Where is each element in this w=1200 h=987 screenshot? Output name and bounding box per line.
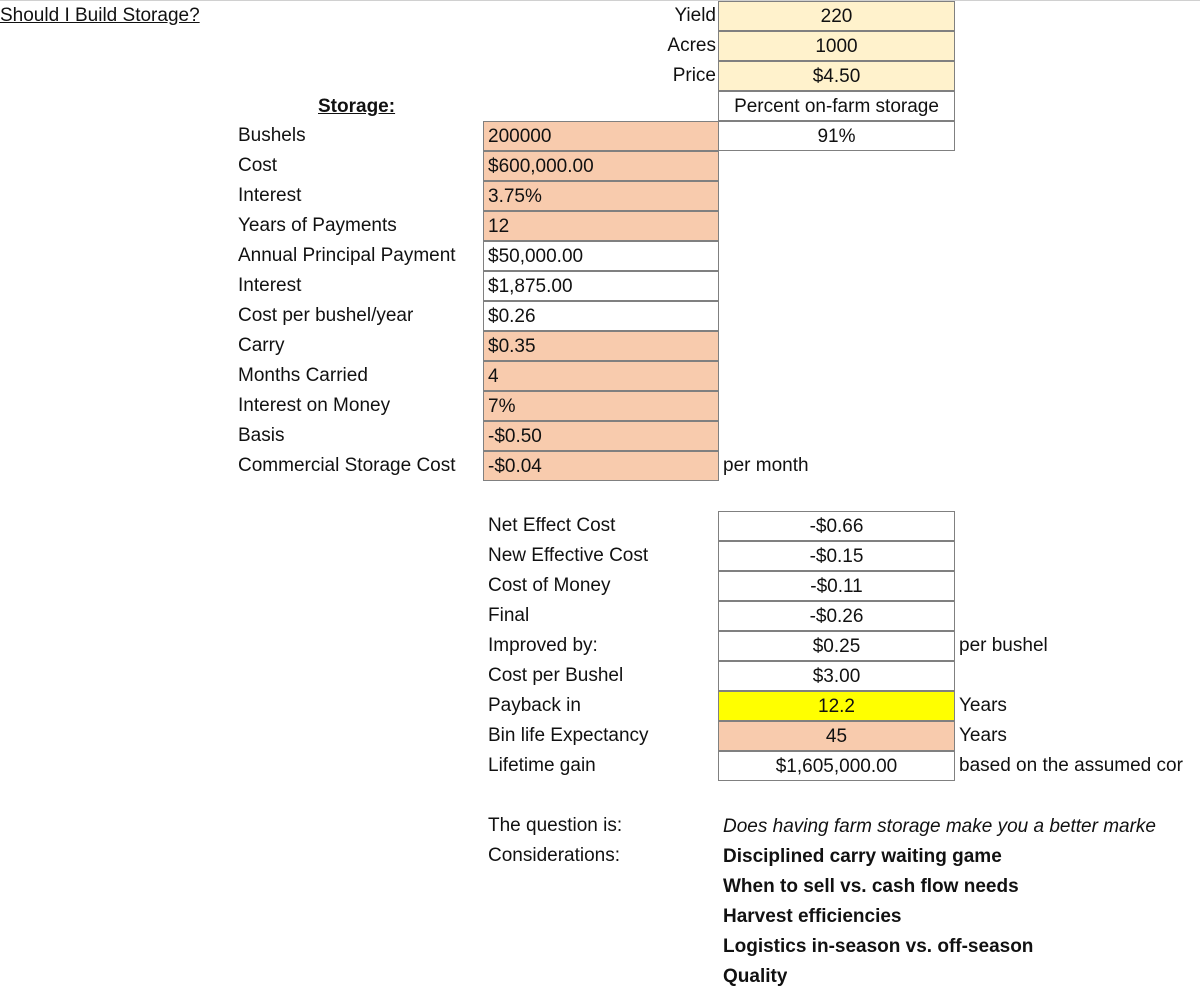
interest-amount-value: $1,875.00 xyxy=(483,271,719,301)
cost-of-money-label: Cost of Money xyxy=(488,575,611,596)
years-of-payments-value[interactable]: 12 xyxy=(483,211,719,241)
price-label: Price xyxy=(672,65,716,86)
net-effect-cost-value: -$0.66 xyxy=(718,511,955,541)
carry-value[interactable]: $0.35 xyxy=(483,331,719,361)
acres-value[interactable]: 1000 xyxy=(718,31,955,61)
considerations-label: Considerations: xyxy=(488,845,621,866)
payback-label: Payback in xyxy=(488,695,581,716)
bushels-value[interactable]: 200000 xyxy=(483,121,719,151)
bin-life-value[interactable]: 45 xyxy=(718,721,955,751)
years-of-payments-label: Years of Payments xyxy=(238,215,397,236)
months-carried-value[interactable]: 4 xyxy=(483,361,719,391)
cost-per-bushel-year-label: Cost per bushel/year xyxy=(238,305,414,326)
consideration-item: Disciplined carry waiting game xyxy=(723,846,1002,867)
storage-heading: Storage: xyxy=(318,96,396,117)
annual-principal-label: Annual Principal Payment xyxy=(238,245,456,266)
improved-by-value: $0.25 xyxy=(718,631,955,661)
consideration-item: When to sell vs. cash flow needs xyxy=(723,876,1019,897)
lifetime-gain-value: $1,605,000.00 xyxy=(718,751,955,781)
new-effective-cost-label: New Effective Cost xyxy=(488,545,649,566)
price-value[interactable]: $4.50 xyxy=(718,61,955,91)
yield-label: Yield xyxy=(674,5,716,26)
carry-label: Carry xyxy=(238,335,285,356)
improved-by-label: Improved by: xyxy=(488,635,598,656)
interest-rate-value[interactable]: 3.75% xyxy=(483,181,719,211)
new-effective-cost-value: -$0.15 xyxy=(718,541,955,571)
percent-storage-label: Percent on-farm storage xyxy=(718,91,955,121)
interest-amount-label: Interest xyxy=(238,275,302,296)
cost-of-money-value: -$0.11 xyxy=(718,571,955,601)
final-value: -$0.26 xyxy=(718,601,955,631)
consideration-item: Logistics in-season vs. off-season xyxy=(723,936,1034,957)
lifetime-gain-note: based on the assumed cor xyxy=(954,751,1200,781)
question-label: The question is: xyxy=(488,815,623,836)
bushels-label: Bushels xyxy=(238,125,306,146)
payback-value: 12.2 xyxy=(718,691,955,721)
interest-on-money-label: Interest on Money xyxy=(238,395,391,416)
months-carried-label: Months Carried xyxy=(238,365,368,386)
cost-per-bushel-value: $3.00 xyxy=(718,661,955,691)
top-gridline xyxy=(0,0,1200,1)
lifetime-gain-label: Lifetime gain xyxy=(488,755,596,776)
per-month-note: per month xyxy=(718,451,955,481)
commercial-storage-label: Commercial Storage Cost xyxy=(238,455,456,476)
annual-principal-value: $50,000.00 xyxy=(483,241,719,271)
commercial-storage-value[interactable]: -$0.04 xyxy=(483,451,719,481)
interest-rate-label: Interest xyxy=(238,185,302,206)
consideration-item: Quality xyxy=(723,966,788,987)
net-effect-cost-label: Net Effect Cost xyxy=(488,515,616,536)
bin-life-years-note: Years xyxy=(954,721,1200,751)
per-bushel-note: per bushel xyxy=(954,631,1200,661)
basis-label: Basis xyxy=(238,425,285,446)
cost-per-bushel-year-value: $0.26 xyxy=(483,301,719,331)
cost-label: Cost xyxy=(238,155,278,176)
acres-label: Acres xyxy=(667,35,716,56)
page-title: Should I Build Storage? xyxy=(0,5,200,26)
payback-years-note: Years xyxy=(954,691,1200,721)
question-text: Does having farm storage make you a better marke xyxy=(723,816,1156,837)
cost-per-bushel-label: Cost per Bushel xyxy=(488,665,624,686)
basis-value[interactable]: -$0.50 xyxy=(483,421,719,451)
cost-value[interactable]: $600,000.00 xyxy=(483,151,719,181)
consideration-item: Harvest efficiencies xyxy=(723,906,902,927)
bin-life-label: Bin life Expectancy xyxy=(488,725,649,746)
final-label: Final xyxy=(488,605,530,626)
interest-on-money-value[interactable]: 7% xyxy=(483,391,719,421)
percent-storage-value[interactable]: 91% xyxy=(718,121,955,151)
yield-value[interactable]: 220 xyxy=(718,1,955,31)
